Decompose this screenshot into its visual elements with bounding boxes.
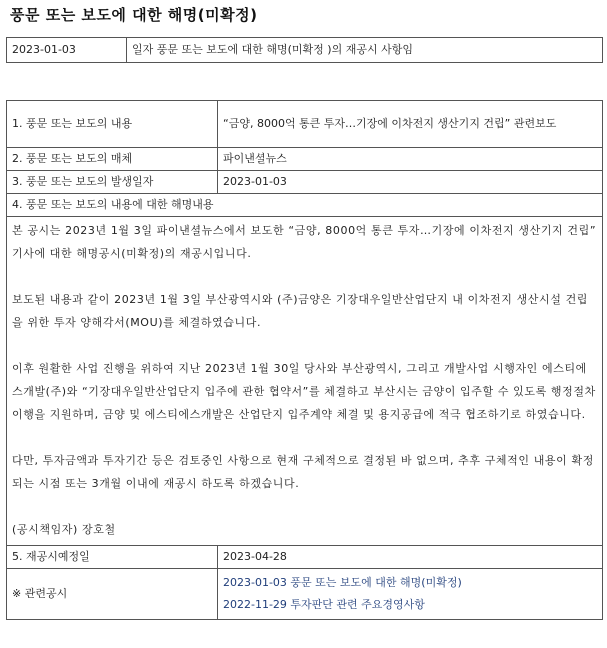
row-report-content <box>7 101 603 148</box>
disclosure-table <box>6 100 603 620</box>
header-date: 2023-01-03 <box>7 38 127 63</box>
row-explanation-header <box>7 194 603 217</box>
responsible-person: (공시책임자) 장호철 <box>12 523 116 536</box>
row-report-date <box>7 171 603 194</box>
header-row <box>7 38 603 63</box>
explanation-paragraph: 보도된 내용과 같이 2023년 1월 3일 부산광역시와 (주)금양은 기장대우일반산업단지 내 이차전지 생산시설 건립을 위한 투자 양해각서(MOU)를 체결하였습니다. <box>12 293 589 329</box>
row-report-media <box>7 148 603 171</box>
report-content-value: “금양, 8000억 통큰 투자…기장에 이차전지 생산기지 건립” 관련보도 <box>218 101 603 148</box>
report-date-value: 2023-01-03 <box>218 171 603 194</box>
report-content-label: 1. 풍문 또는 보도의 내용 <box>7 101 218 148</box>
row-explanation-body <box>7 217 603 546</box>
row-redisclosure-date <box>7 546 603 569</box>
related-disclosures-label: ※ 관련공시 <box>7 569 218 620</box>
explanation-paragraph: 다만, 투자금액과 투자기간 등은 검토중인 사항으로 현재 구체적으로 결정된 바 없으며, 추후 구체적인 내용이 확정되는 시점 또는 3개월 이내에 재공시 하도록 하겠습니다. <box>12 454 594 490</box>
related-link[interactable]: 2023-01-03 풍문 또는 보도에 대한 해명(미확정) <box>223 576 462 589</box>
report-media-label: 2. 풍문 또는 보도의 매체 <box>7 148 218 171</box>
report-date-label: 3. 풍문 또는 보도의 발생일자 <box>7 171 218 194</box>
row-related-disclosures <box>7 569 603 620</box>
explanation-paragraph: 본 공시는 2023년 1월 3일 파이낸셜뉴스에서 보도한 “금양, 8000억 통큰 투자…기장에 이차전지 생산기지 건립” 기사에 대한 해명공시(미확정)의 재공시입니다. <box>12 224 597 260</box>
header-description: 일자 풍문 또는 보도에 대한 해명(미확정 )의 재공시 사항임 <box>127 38 603 63</box>
explanation-paragraph: 이후 원활한 사업 진행을 위하여 지난 2023년 1월 30일 당사와 부산광역시, 그리고 개발사업 시행자인 에스티에스개발(주)와 “기장대우일반산업단지 입주에 관한 협약서”를 체결하고 부산시는 금양이 입주할 수 있도록 행정절차 이행을 지원하며, 금양 및 에스티에스개발은 산업단지 입주계약 체결 및 용지공급에 적극 협조하기로 하였습니다. <box>12 362 596 421</box>
header-table <box>6 37 603 63</box>
related-link[interactable]: 2022-11-29 투자판단 관련 주요경영사항 <box>223 598 425 611</box>
related-disclosures-list <box>218 569 603 620</box>
report-media-value: 파이낸셜뉴스 <box>218 148 603 171</box>
redisclosure-date-label: 5. 재공시예정일 <box>7 546 218 569</box>
redisclosure-date-value: 2023-04-28 <box>218 546 603 569</box>
explanation-label: 4. 풍문 또는 보도의 내용에 대한 해명내용 <box>7 194 603 217</box>
page-title: 풍문 또는 보도에 대한 해명(미확정) <box>10 6 258 24</box>
explanation-body <box>7 217 603 546</box>
